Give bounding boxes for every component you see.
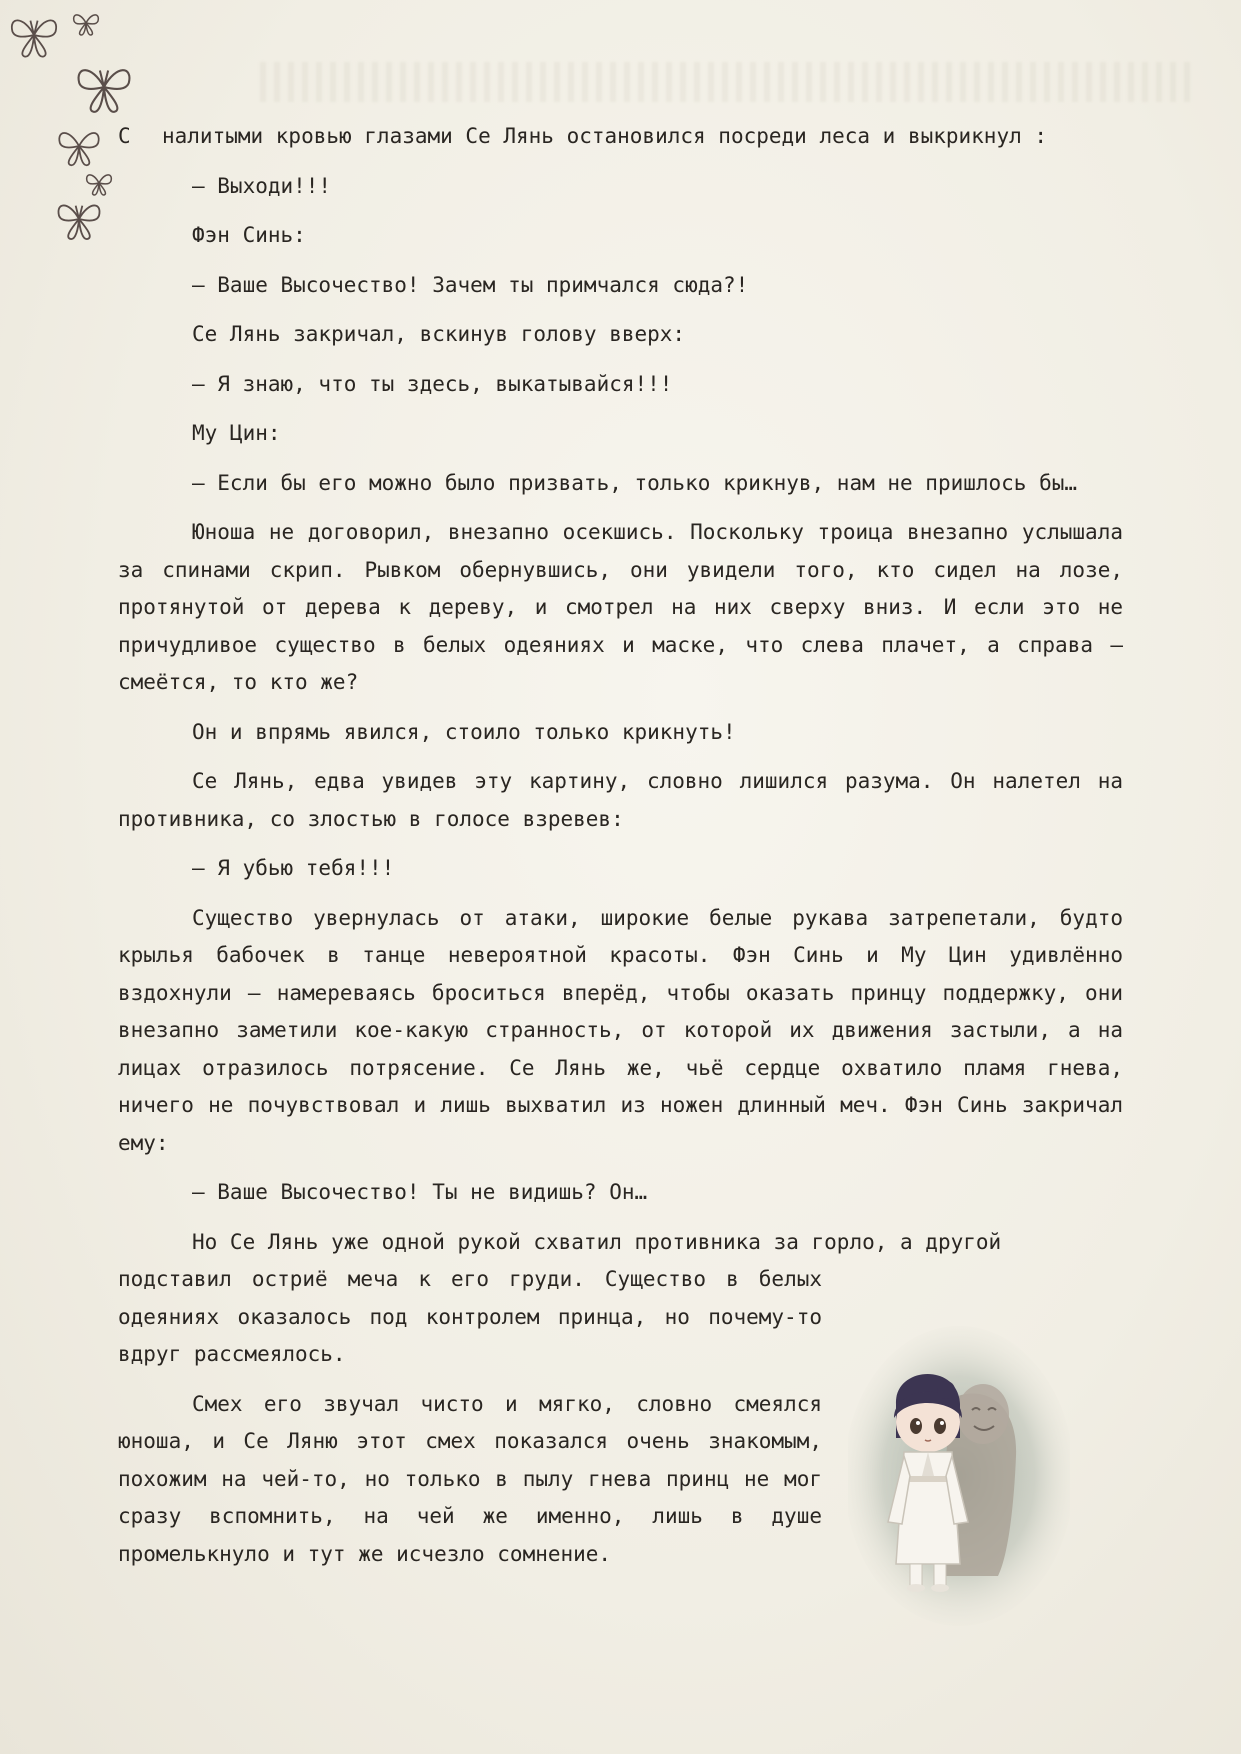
paragraph: Существо увернулась от атаки, широкие белые рукава затрепетали, будто крылья бабочек в танце невероятной красоты. Фэн Синь и Му Цин удивлённо вздохнули — намереваясь броситься вперёд, чтобы оказать принцу поддержку, они внезапно заметили кое-какую странность, от которой их движения застыли, а на лицах отразилось потрясение. Се Лянь же, чьё сердце охватило пламя гнева, ничего не почувствовал и лишь выхватил из ножен длинный меч. Фэн Синь закричал ему: bbox=[118, 905, 1123, 1155]
paragraph-text: налитыми кровью глазами Се Лянь остановился посреди леса и выкрикнул : bbox=[162, 124, 1048, 148]
drop-letter: С bbox=[118, 124, 131, 148]
paragraph: Се Лянь, едва увидев эту картину, словно лишился разума. Он налетел на противника, со злостью в голосе взревев: bbox=[118, 769, 1123, 831]
paragraph: Му Цин: bbox=[192, 421, 281, 445]
butterfly-icon bbox=[70, 8, 102, 38]
paragraph: — Ваше Высочество! Ты не видишь? Он… bbox=[192, 1180, 648, 1204]
butterfly-icon bbox=[6, 8, 62, 62]
paragraph: — Ваше Высочество! Зачем ты примчался сюда?! bbox=[192, 272, 749, 297]
paper-texture-streak bbox=[260, 62, 1190, 102]
paragraph: — Выходи!!! bbox=[192, 173, 332, 198]
butterfly-icon bbox=[54, 194, 104, 244]
paragraph: — Я знаю, что ты здесь, выкатывайся!!! bbox=[192, 371, 673, 396]
paragraph bbox=[118, 118, 1123, 156]
paragraph: — Если бы его можно было призвать, только крикнув, нам не пришлось бы… bbox=[192, 470, 1078, 495]
butterfly-icon bbox=[72, 56, 136, 118]
paragraph: Он и впрямь явился, стоило только крикнуть! bbox=[192, 719, 736, 744]
paragraph: подставил остриё меча к его груди. Существо в белых одеяниях оказалось под контролем принца, но почему-то вдруг рассмеялось. bbox=[118, 1267, 822, 1366]
chibi-character-illustration bbox=[848, 1326, 1070, 1626]
paragraph: Но Се Лянь уже одной рукой схватил противника за горло, а другой bbox=[192, 1229, 1002, 1254]
paragraph: Смех его звучал чисто и мягко, словно смеялся юноша, и Се Ляню этот смех показался очень знакомым, похожим на чей-то, но только в пылу гнева принц не мог сразу вспомнить, на чей же именно, лишь в душе промелькнуло и тут же исчезло сомнение. bbox=[118, 1391, 822, 1566]
butterfly-icon bbox=[54, 122, 104, 170]
paragraph: Се Лянь закричал, вскинув голову вверх: bbox=[192, 322, 686, 346]
paragraph: Юноша не договорил, внезапно осекшись. Поскольку троица внезапно услышала за спинами скрип. Рывком обернувшись, они увидели того, кто сидел на лозе, протянутой от дерева к дереву, и смотрел на них сверху вниз. И если это не причудливое существо в белых одеяниях и маске, что слева плачет, а справа — смеётся, то кто же? bbox=[118, 520, 1123, 694]
paragraph: — Я убью тебя!!! bbox=[192, 856, 395, 880]
paragraph: Фэн Синь: bbox=[192, 223, 306, 247]
